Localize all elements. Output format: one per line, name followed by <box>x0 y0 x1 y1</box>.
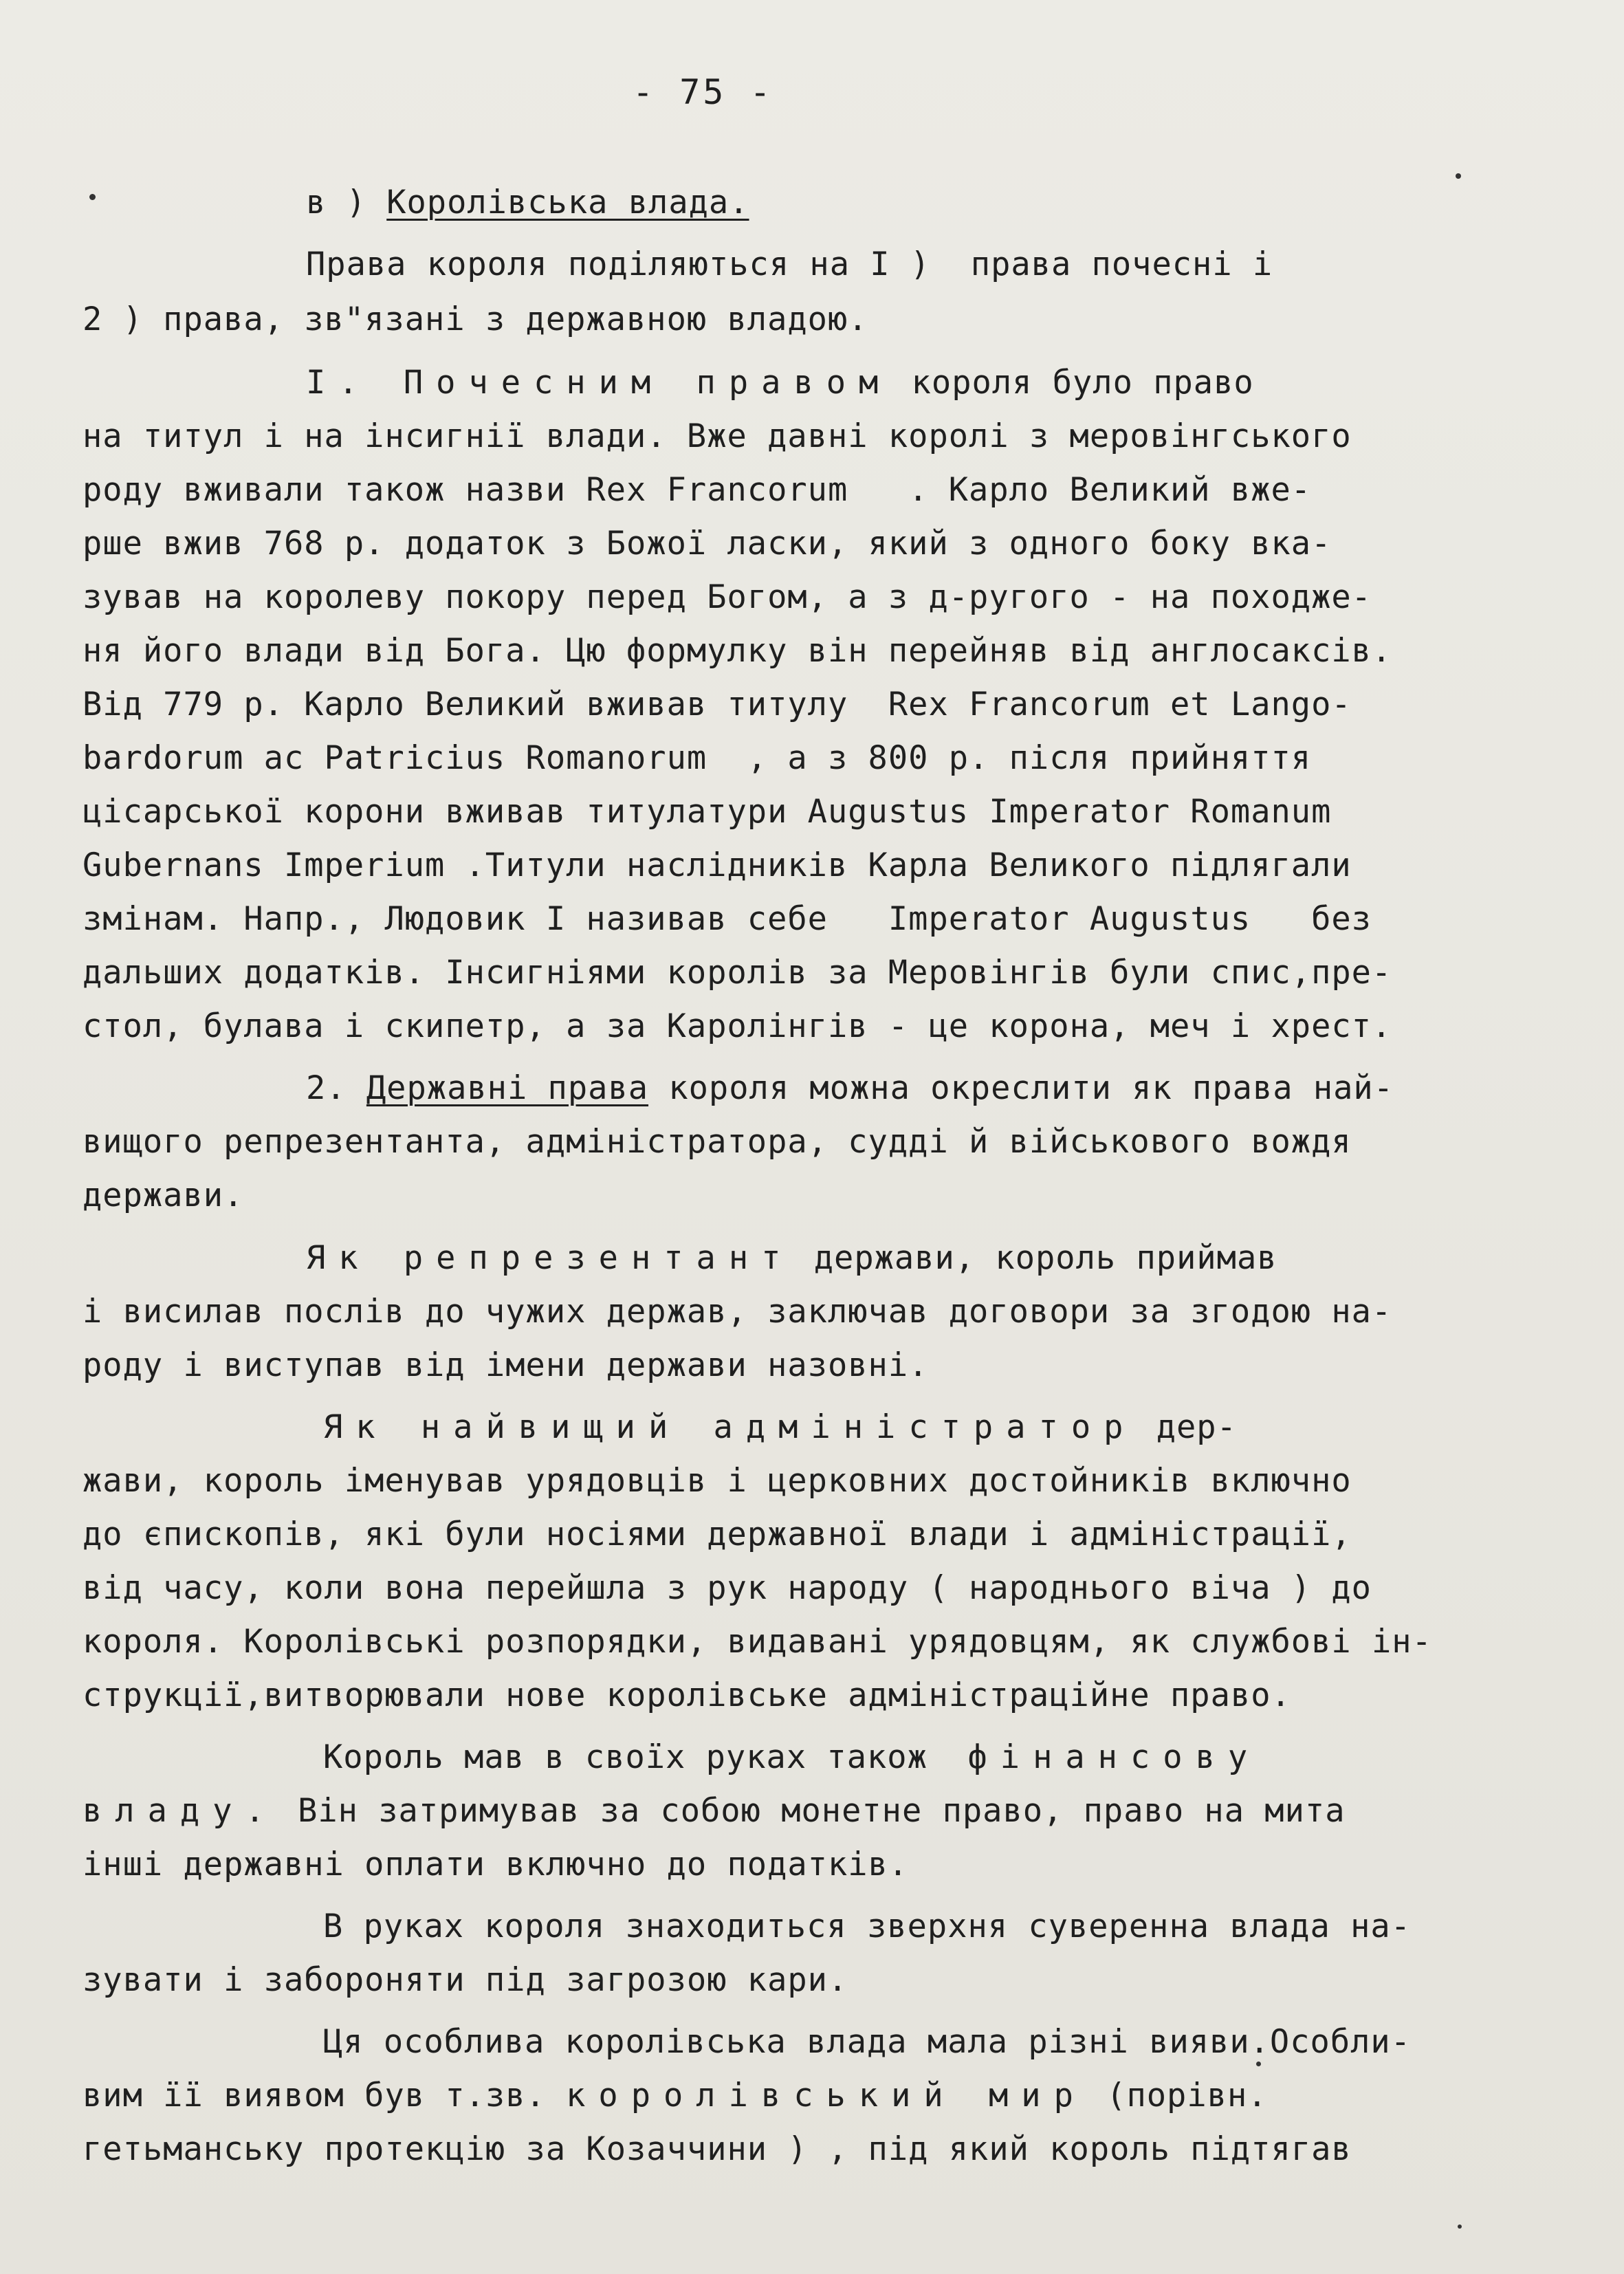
text-line: 2 ) права, зв"язані з державною владою. <box>83 300 868 338</box>
text-line: Від 779 р. Карло Великий вживав титулу Rex Francorum et Lango- <box>83 686 1352 723</box>
text-line: зувати і забороняти під загрозою кари. <box>83 1961 848 1999</box>
text-line: bardorum ac Patricius Romanorum , а з 800 р. після прийняття <box>83 739 1312 777</box>
text-line: змінам. Напр., Людовик I називав себе Imperator Augustus без <box>83 900 1372 938</box>
text-line: до єпископів, які були носіями державної влади і адміністрації, <box>83 1516 1352 1553</box>
underlined-term: Державні права <box>366 1069 649 1107</box>
spaced-term: Як репрезентант <box>306 1239 794 1277</box>
spaced-term: Як найвищий адміністратор <box>323 1408 1137 1446</box>
text-line: Права короля поділяються на I ) права почесні і <box>306 245 1273 283</box>
text-line: вим її виявом був т.зв. королівський мир (порівн. <box>83 2077 1268 2114</box>
text-line: Як репрезентант держави, король приймав <box>306 1239 1277 1277</box>
spaced-term: владу. <box>83 1792 278 1830</box>
text-line: Ця особлива королівська влада мала різні вияви.Особли- <box>323 2023 1412 2061</box>
text-line: держави. <box>83 1177 244 1214</box>
text-line: гетьманську протекцію за Козаччини ) , під який король підтягав <box>83 2130 1352 2168</box>
text-line: Як найвищий адміністратор дер- <box>323 1408 1237 1446</box>
text-line: зував на королеву покору перед Богом, а з д-ругого - на походже- <box>83 578 1372 616</box>
spaced-term: I. Почесним правом <box>306 364 892 402</box>
text-line: ня його влади від Бога. Цю формулку він перейняв від англосаксів. <box>83 632 1392 670</box>
spaced-term: фінансову <box>967 1738 1261 1776</box>
scan-speck <box>89 194 96 200</box>
text-line: Gubernans Imperium .Титули наслідників Карла Великого підлягали <box>83 846 1352 884</box>
text-line: струкції,витворювали нове королівське адміністраційне право. <box>83 1676 1291 1714</box>
text-line: жави, король іменував урядовців і церковних достойників включно <box>83 1462 1352 1500</box>
scan-speck <box>1456 173 1461 179</box>
text-line: владу. Він затримував за собою монетне право, право на мита <box>83 1792 1346 1830</box>
scan-speck <box>1256 2062 1261 2066</box>
section-prefix: в ) <box>306 184 366 221</box>
section-heading <box>306 182 749 223</box>
spaced-term: королівський мир <box>566 2077 1086 2114</box>
section-title: Королівська влада. <box>386 184 749 221</box>
text-line: короля. Королівські розпорядки, видавані урядовцям, як службові ін- <box>83 1623 1432 1661</box>
text-line: роду вживали також назви Rex Francorum . Карло Великий вже- <box>83 471 1312 509</box>
text-line: інші державні оплати включно до податків. <box>83 1846 909 1883</box>
text-line: Король мав в своїх руках також фінансову <box>323 1738 1261 1776</box>
text-line: дальших додатків. Інсигніями королів за Меровінгів були спис,пре- <box>83 954 1392 992</box>
text-line: стол, булава і скипетр, а за Каролінгів - це корона, меч і хрест. <box>83 1007 1392 1045</box>
text-line: рше вжив 768 р. додаток з Божої ласки, який з одного боку вка- <box>83 525 1332 562</box>
text-line: на титул і на інсигнії влади. Вже давні королі з меровінгського <box>83 417 1352 455</box>
text-line: від часу, коли вона перейшла з рук народу ( народнього віча ) до <box>83 1569 1372 1607</box>
text-line: 2. Державні права короля можна окреслити як права най- <box>306 1069 1394 1107</box>
text-line: вищого репрезентанта, адміністратора, судді й військового вождя <box>83 1123 1352 1161</box>
text-line: I. Почесним правом короля було право <box>306 364 1254 402</box>
page-number: - 75 - <box>633 72 773 112</box>
text-line: і висилав послів до чужих держав, заключав договори за згодою на- <box>83 1293 1392 1331</box>
text-line: В руках короля знаходиться зверхня суверенна влада на- <box>323 1907 1412 1945</box>
text-line: цісарської корони вживав титулатури Augustus Imperator Romanum <box>83 793 1332 831</box>
scan-speck <box>1458 2224 1462 2229</box>
text-line: роду і виступав від імени держави назовні. <box>83 1346 929 1384</box>
